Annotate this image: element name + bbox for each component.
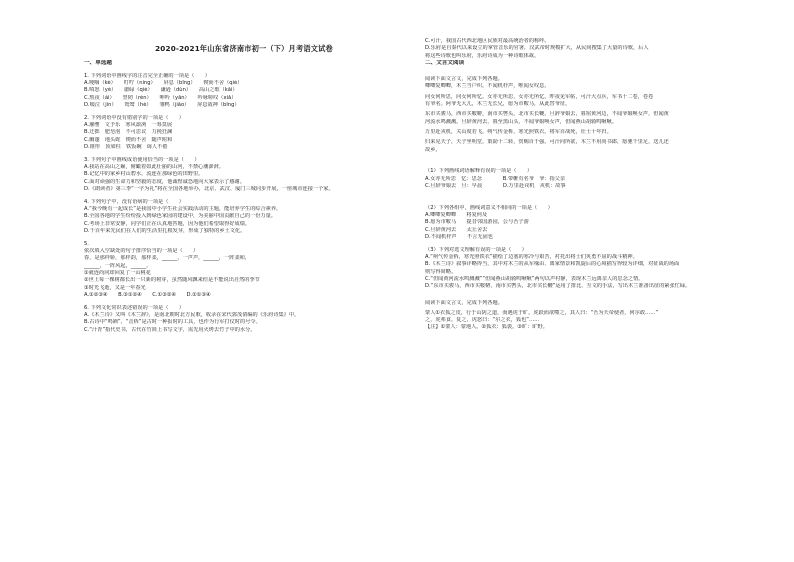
text-line: D.千百年来先民们在人们的生活里扎根发芽，形成了独特的乡土文化。: [84, 227, 246, 234]
text-line: （1）下列画线词语解释有误的一项是（ ）: [425, 168, 533, 175]
text-line: B.迂拙 肥皂泡 不可思议 力挽狂澜: [84, 129, 173, 136]
text-line: 问女何所思，问女何所忆。女亦无所思，女亦无所忆。昨夜见军帖，可汗大点兵，军书十二卷，卷卷: [425, 93, 654, 100]
text-line: A.女亦无所思 忆：思念 B.带帷有名爷 爷：指父亲: [425, 175, 566, 182]
text-line: C.幽邃 地头蛇 锲而不舍 随声附和: [84, 136, 173, 143]
text-line: C.旦辞爷娘去 旦：早晨 D.万里赴戎机 戎机：故事: [425, 182, 566, 189]
text-line: 有爷名。阿爷无大儿，木兰无长兄，愿为市鞍马，从此替爷征。: [425, 101, 571, 108]
text-line: ______，一阵风起，______。: [84, 262, 152, 269]
text-line: C.旦辞黄河去 太丘舍去: [425, 226, 488, 233]
text-line: 故乡。: [425, 146, 441, 153]
text-line: D.“东市买骏马，西市买鞍鞯，南市买辔头，北市买长鞭”运用了排比、互文的手法，写出木兰准备出征的紧张忙碌。: [425, 283, 691, 290]
text-line: C.“但闻黄河流水鸣溅溅”“但闻燕山胡骑鸣啾啾”两句以声衬静，表现木兰远离亲人的思念之情。: [425, 275, 644, 282]
text-line: 万里赴戎机，关山度若飞。朔气传金柝，寒光照铁衣。将军百战死，壮士十年归。: [425, 128, 612, 135]
text-line: A.《木兰诗》又叫《木兰辞》，是南北朝时北方民歌，收录在宋代郭茂倩编的《乐府诗集》中。: [84, 311, 300, 318]
text-line: D.《朗读者》第三季“一字为礼”将在全国各地举办，北京、武汉、厦门三城同步开展，一座城市连接一个家。: [84, 185, 334, 192]
text-line: A.①②③④ B.③①②④ C.①③②④ D.②①③④: [84, 291, 211, 298]
text-line: A.我站在高山之巅，俯瞰着如此壮丽的山河，不禁心潮澎湃。: [84, 164, 224, 171]
text-line: C.“汗青”指代史书，古代在竹简上书写文字，需先用火烤去竹子中的水分。: [84, 326, 256, 333]
spacer: [425, 190, 770, 199]
text-line: A.濯缨 文予乐 寒风凛冽 一筹莫展: [84, 122, 173, 129]
text-line: 阅读下面文言文，完成下列各题。: [425, 299, 503, 306]
text-line: 4. 下列句子中，没有语病的一项是（ ）: [84, 198, 184, 205]
spacer: [425, 291, 770, 300]
exam-title: 2020-2021年山东省济南市初一（下）月考语文试卷: [155, 44, 333, 53]
text-line: D.乐府是自秦代以来设立的掌管音乐的官署，汉武帝时规模扩大，从民间搜集了大量的诗歌，后人: [425, 45, 649, 52]
text-line: 6. 下列文化常识表述错误的一项是（ ）: [84, 304, 184, 311]
text-line: 依次填入空缺处的句子排序恰当的一项是（ ）: [84, 248, 199, 255]
text-line: 【注】①蒙人：蒙地人。②狐衣：狐裘。③旷：旷野。: [425, 324, 548, 331]
text-line: A.“朔气传金柝，寒光照铁衣”描绘了边塞的寒冷与艰苦，衬托出将士们英勇不屈的战斗精神。: [425, 254, 638, 261]
text-line: B.愿为市鞍马 提昔邻国游园，公与吾子游: [425, 219, 529, 226]
text-line: 则写得简略。: [425, 268, 457, 275]
spacer: [425, 154, 770, 163]
text-line: 1. 下列词语中画线字的注音完全正确的一项是（ ）: [84, 72, 210, 79]
text-line: 将这些诗歌也叫乐府，乐府诗成为一种诗歌体裁。: [425, 52, 540, 59]
text-line: 唧唧复唧唧，木兰当户织。不闻机杼声，唯闻女叹息。: [425, 83, 550, 90]
text-line: 2. 下列词语中没有错别字的一项是（ ）: [84, 114, 184, 121]
text-line: （3）下列对选文理解有误的一项是（ ）: [425, 246, 527, 253]
text-line: B.《木兰诗》叙事详略得当，其中对木兰的从军缘由、离家情景和凯旋后的心境描写得较为详细，对征战的场面: [425, 261, 680, 268]
text-line: B.嗔怒（yè） 庸碌（qiè） 谦逊（dùn） 高山之歌（kǎi）: [84, 87, 238, 94]
text-line: B.古诗中“鸣镝”、“击柝”是古时一种报时的工具，也作为行军打仗时的号令。: [84, 319, 261, 326]
text-line: 5.: [84, 240, 89, 247]
text-line: 阅读下面文言文，完成下列各题。: [425, 76, 503, 83]
text-line: 之，虎弗食。复之，虎怒曰：“尔之衣，狐也”……: [425, 317, 540, 324]
text-line: 东市买骏马，西市买鞍鞯，南市买辔头，北市买长鞭。旦辞爷娘去，暮宿黄河边，不闻爷娘唤女声，但闻黄: [425, 111, 669, 118]
text-line: B.记忆中的家乡村山碧水，流连在那绿色的田野里。: [84, 171, 204, 178]
text-line: D.啜泣（jìn） 鸳鸯（hè） 雏鸭（jiǎo） 屏息敛神（bǐng）: [84, 101, 240, 108]
right-column: [425, 38, 770, 332]
text-line: ③时光飞逝，又是一年春光: [84, 284, 146, 291]
text-line: D.锥形 顶梁柱 铁饭碗 诲人不倦: [84, 143, 168, 150]
text-line: C.考场上非常安静，同学们正在认真地答题，因为他们希望取得好成绩。: [84, 220, 251, 227]
text-line: 3. 下列句子中画线成语使用恰当的一项是（ ）: [84, 156, 200, 163]
text-line: A.“我今晚有一起成长”是我国中小学生社会实践活动的主题，能培养学生的综合素养。: [84, 206, 282, 213]
text-line: 河流水鸣溅溅。旦辞黄河去，暮至黑山头，不闻爷娘唤女声，但闻燕山胡骑鸣啾啾。: [425, 118, 617, 125]
spacer: [425, 67, 770, 76]
text-line: A.哽咽（kè） 叮咛（níng） 屏息（bǐng） 锲而不舍（qiè）: [84, 80, 243, 87]
text-line: 蒙人①衣狐之皮，行于山阴之道，而遇虎于旷。虎跃而欲噬之，其人曰：“吾为天帝使者，何尔敢……”: [425, 309, 659, 316]
text-line: C.熬夜（ái） 坚韧（rèn） 呻吟（yān） 吟咏嗟叹（xiǎ）: [84, 94, 237, 101]
section-heading: 一、单选题: [84, 60, 112, 66]
text-line: ②世上每一棵树都长出一只新的树芽，虽然随风飘来但是不能说出自然的季节: [84, 277, 260, 284]
text-line: D.不闻机杼声 不言无固也: [425, 233, 493, 240]
text-line: C.可汗，我国古代西北地区民族对最高统治者的称呼。: [425, 38, 550, 44]
text-line: （2）下列各组中，画线词意义不相同的一项是（ ）: [425, 204, 553, 211]
left-column: [84, 60, 419, 334]
text-line: 春，是那样娇，那样韵，那样柔，______，一声声，______，一阵柔和，: [84, 255, 251, 262]
section-heading: 二、文言文阅读: [425, 59, 465, 66]
text-line: A.唧唧复唧唧 将复何及: [425, 212, 488, 219]
text-line: ①就连尚问却回复了一山桃花: [84, 269, 151, 276]
text-line: B.全国各地的学生纷纷投入到绿色家园的建设中，为美丽中国贡献自己的一份力量。: [84, 213, 276, 220]
text-line: C.面对顽强的生命力和坚毅的态度，他诚惶诚恐地向大家表示了感谢。: [84, 178, 245, 185]
text-line: 归来见天子，天子坐明堂。策勋十二转，赏赐百千强。可汗问所欲，木兰不用尚书郎，愿驰千里足，送儿还: [425, 139, 669, 146]
